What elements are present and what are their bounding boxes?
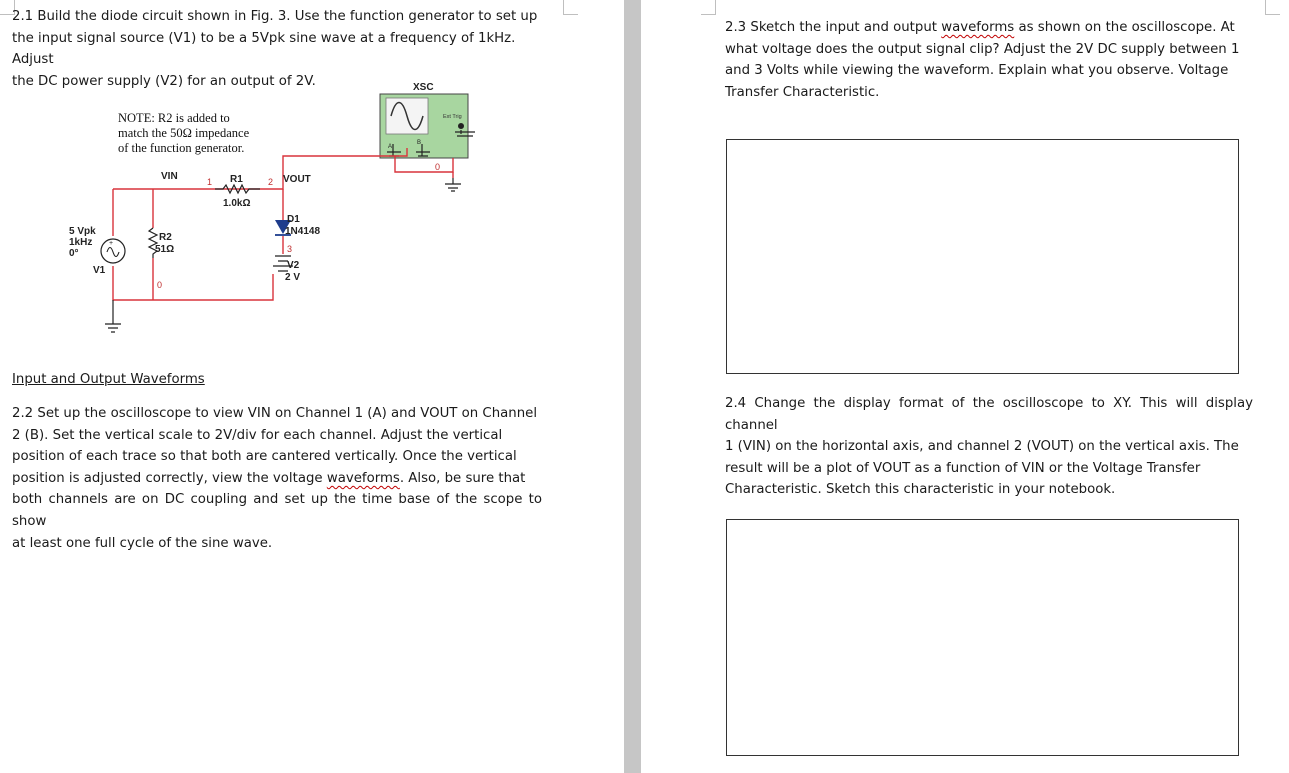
node-label: 1 — [207, 177, 213, 187]
text-span: 2.3 Sketch the input and output — [725, 20, 942, 35]
section-heading: Input and Output Waveforms — [12, 372, 205, 387]
r1-value: 1.0kΩ — [223, 198, 251, 209]
diode-circuit-figure — [55, 78, 495, 348]
text-span: position is adjusted correctly, view the voltage — [12, 470, 327, 486]
text-line: the DC power supply (V2) for an output of 2V. — [12, 73, 316, 89]
text-line: what voltage does the output signal clip? Adjust the 2V DC supply between 1 — [725, 41, 1240, 57]
margin-corner-mark — [1265, 0, 1280, 15]
v1-amplitude: 5 Vpk — [69, 226, 96, 237]
figure-note-line: match the 50Ω impedance — [118, 126, 250, 140]
text-line: at least one full cycle of the sine wave. — [12, 535, 273, 551]
section-2-3-text — [725, 17, 1253, 103]
text-line: 1 (VIN) on the horizontal axis, and channel 2 (VOUT) on the vertical axis. The — [725, 439, 1239, 455]
ext-trig-terminal — [458, 123, 464, 129]
text-line: 2.4 Change the display format of the oscilloscope to XY. This will display channel — [725, 396, 1253, 433]
v2-value: 2 V — [285, 272, 301, 283]
channel-a-label: A — [388, 144, 393, 150]
d1-part: 1N4148 — [285, 226, 321, 237]
v2-label: V2 — [287, 260, 300, 271]
waveform-sketch-box[interactable] — [726, 139, 1239, 374]
scope-label: XSC — [413, 82, 434, 93]
text-line: Transfer Characteristic. — [725, 84, 880, 100]
node-label: 0 — [157, 280, 163, 290]
ground-icon — [445, 178, 461, 191]
v1-frequency: 1kHz — [69, 237, 93, 248]
r1-label: R1 — [230, 174, 243, 185]
vout-label: VOUT — [283, 174, 311, 185]
node-label: 0 — [435, 162, 441, 172]
text-line: position of each trace so that both are cantered vertically. Once the vertical — [12, 449, 517, 465]
text-span: as shown on the oscilloscope. At — [1014, 20, 1235, 35]
text-line: 2.1 Build the diode circuit shown in Fig. 3. Use the function generator to set up — [12, 9, 538, 24]
text-line — [725, 17, 1253, 39]
ground-icon — [105, 300, 121, 332]
transfer-characteristic-sketch-box[interactable] — [726, 519, 1239, 756]
ext-trig-label: Ext Trig — [443, 114, 462, 120]
node-label: 2 — [268, 177, 274, 187]
text-line: 2.2 Set up the oscilloscope to view VIN on Channel 1 (A) and VOUT on Channel — [12, 406, 538, 421]
v1-phase: 0° — [69, 248, 79, 259]
figure-note-line: of the function generator. — [118, 141, 245, 155]
text-line: result will be a plot of VOUT as a function of VIN or the Voltage Transfer — [725, 460, 1201, 476]
page-gutter — [624, 0, 641, 773]
spellcheck-word[interactable]: waveforms — [941, 20, 1015, 35]
text-line: the input signal source (V1) to be a 5Vpk sine wave at a frequency of 1kHz. Adjust — [12, 30, 516, 68]
plus-sign: + — [109, 240, 114, 247]
text-line: and 3 Volts while viewing the waveform. Explain what you observe. Voltage — [725, 63, 1229, 79]
node-label: 3 — [287, 244, 293, 254]
vin-label: VIN — [161, 171, 178, 182]
text-line: Characteristic. Sketch this characteristic in your notebook. — [725, 482, 1116, 498]
text-line — [12, 468, 542, 490]
section-2-4-text — [725, 393, 1253, 501]
text-span: . Also, be sure that — [399, 470, 526, 486]
d1-label: D1 — [287, 214, 300, 225]
right-page — [641, 0, 1289, 773]
spellcheck-word[interactable]: waveforms — [326, 470, 400, 486]
text-line: 2 (B). Set the vertical scale to 2V/div for each channel. Adjust the vertical — [12, 427, 503, 443]
v1-label: V1 — [93, 265, 106, 276]
r2-value: 51Ω — [155, 244, 175, 255]
section-2-2-text — [12, 403, 542, 554]
text-line: both channels are on DC coupling and set up the time base of the scope to show — [12, 492, 542, 529]
channel-b-label: B — [417, 140, 422, 146]
left-page — [0, 0, 624, 773]
figure-note-line: NOTE: R2 is added to — [118, 111, 230, 125]
r2-label: R2 — [159, 232, 172, 243]
margin-corner-mark — [701, 0, 716, 15]
margin-corner-mark — [563, 0, 578, 15]
